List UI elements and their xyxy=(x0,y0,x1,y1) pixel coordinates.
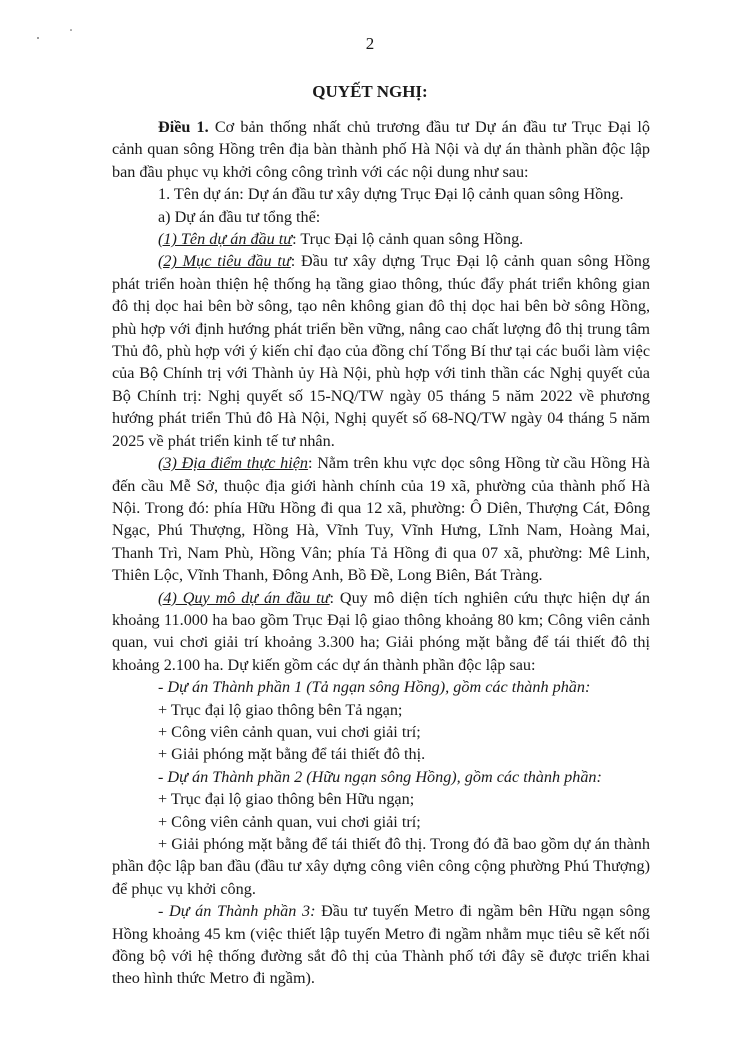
investment-objective xyxy=(112,250,650,452)
overall-project-item: a) Dự án đầu tư tổng thể: xyxy=(158,207,321,226)
investment-project-name-text: : Trục Đại lộ cảnh quan sông Hồng. xyxy=(292,230,524,249)
component-3 xyxy=(112,900,650,990)
component-3-label: - Dự án Thành phần 3: xyxy=(158,902,316,921)
component-1-item: + Trục đại lộ giao thông bên Tả ngạn; xyxy=(158,700,403,719)
investment-objective-label: (2) Mục tiêu đầu tư xyxy=(158,252,291,271)
component-2-title: - Dự án Thành phần 2 (Hữu ngạn sông Hồng), gồm các thành phần: xyxy=(158,767,602,786)
investment-objective-text: : Đầu tư xây dựng Trục Đại lộ cảnh quan sông Hồng phát triển hoàn thiện hệ thống hạ tầng giao thông, thúc đẩy phát triển không gian đô thị dọc hai bên bờ sông, tạo nên không gian đô thị dọc hai bên bờ sông Hồng, phù hợp với định hướng phát triển bền vững, nâng cao chất lượng đô thị trung tâm Thủ đô, phù hợp với ý kiến chỉ đạo của đồng chí Tổng Bí thư tại các buổi làm việc của Bộ Chính trị với Thành ủy Hà Nội, phù hợp với tinh thần các Nghị quyết của Bộ Chính trị: Nghị quyết số 15-NQ/TW ngày 05 tháng 5 năm 2022 về phương hướng phát triển Thủ đô Hà Nội, Nghị quyết số 68-NQ/TW ngày 04 tháng 5 năm 2025 về phát triển kinh tế tư nhân. xyxy=(112,252,650,450)
component-2-item: + Trục đại lộ giao thông bên Hữu ngạn; xyxy=(158,790,415,809)
article-1-text: Cơ bản thống nhất chủ trương đầu tư Dự án đầu tư Trục Đại lộ cảnh quan sông Hồng trên địa bàn thành phố Hà Nội và dự án thành phần độc lập ban đầu phục vụ khởi công công trình với các nội dung như sau: xyxy=(112,118,651,181)
implementation-location-text: : Nằm trên khu vực dọc sông Hồng từ cầu Hồng Hà đến cầu Mễ Sở, thuộc địa giới hành chính của 19 xã, phường của thành phố Hà Nội. Trong đó: phía Hữu Hồng đi qua 12 xã, phường: Ô Diên, Thượng Cát, Đông Ngạc, Phú Thượng, Hồng Hà, Vĩnh Tuy, Vĩnh Hưng, Lĩnh Nam, Hoàng Mai, Thanh Trì, Nam Phù, Hồng Vân; phía Tả Hồng đi qua 07 xã, phường: Mê Linh, Thiên Lộc, Vĩnh Thanh, Đông Anh, Bồ Đề, Long Biên, Bát Tràng. xyxy=(112,454,650,585)
implementation-location-label: (3) Địa điểm thực hiện xyxy=(158,454,309,473)
implementation-location xyxy=(112,452,650,586)
component-1-item: + Công viên cảnh quan, vui chơi giải trí; xyxy=(158,722,421,741)
component-1-item: + Giải phóng mặt bằng để tái thiết đô thị. xyxy=(158,745,426,764)
project-name-item: 1. Tên dự án: Dự án đầu tư xây dựng Trục Đại lộ cảnh quan sông Hồng. xyxy=(158,185,624,204)
component-1-title: - Dự án Thành phần 1 (Tả ngạn sông Hồng), gồm các thành phần: xyxy=(158,678,591,697)
component-3-text: Đầu tư tuyến Metro đi ngầm bên Hữu ngạn sông Hồng khoảng 45 km (việc thiết lập tuyến Metro đi ngầm nhằm mục tiêu sẽ kết nối đồng bộ với hệ thống đường sắt đô thị của Thành phố tới đây sẽ được triển khai theo hình thức Metro đi ngầm). xyxy=(112,902,651,988)
project-scale-label: (4) Quy mô dự án đầu tư xyxy=(158,588,330,607)
article-1-label: Điều 1. xyxy=(158,118,209,136)
page-number: 2 xyxy=(365,34,375,53)
investment-project-name xyxy=(112,228,650,250)
component-2-item: + Giải phóng mặt bằng để tái thiết đô thị. Trong đó đã bao gồm dự án thành phần độc lập ban đầu (đầu tư xây dựng công viên công cộng phường Phú Thượng) để phục vụ khởi công. xyxy=(112,835,650,898)
article-1 xyxy=(112,116,650,183)
project-scale-text: : Quy mô diện tích nghiên cứu thực hiện dự án khoảng 11.000 ha bao gồm Trục Đại lộ giao thông khoảng 80 km; Công viên cảnh quan, vui chơi giải trí khoảng 3.300 ha; Giải phóng mặt bằng để tái thiết đô thị khoảng 2.100 ha. Dự kiến gồm các dự án thành phần độc lập sau: xyxy=(112,588,650,674)
document-body xyxy=(112,116,650,990)
project-scale xyxy=(112,587,650,677)
component-2-item: + Công viên cảnh quan, vui chơi giải trí; xyxy=(158,812,421,831)
resolution-heading: QUYẾT NGHỊ: xyxy=(312,82,428,101)
investment-project-name-label: (1) Tên dự án đầu tư xyxy=(158,230,293,249)
